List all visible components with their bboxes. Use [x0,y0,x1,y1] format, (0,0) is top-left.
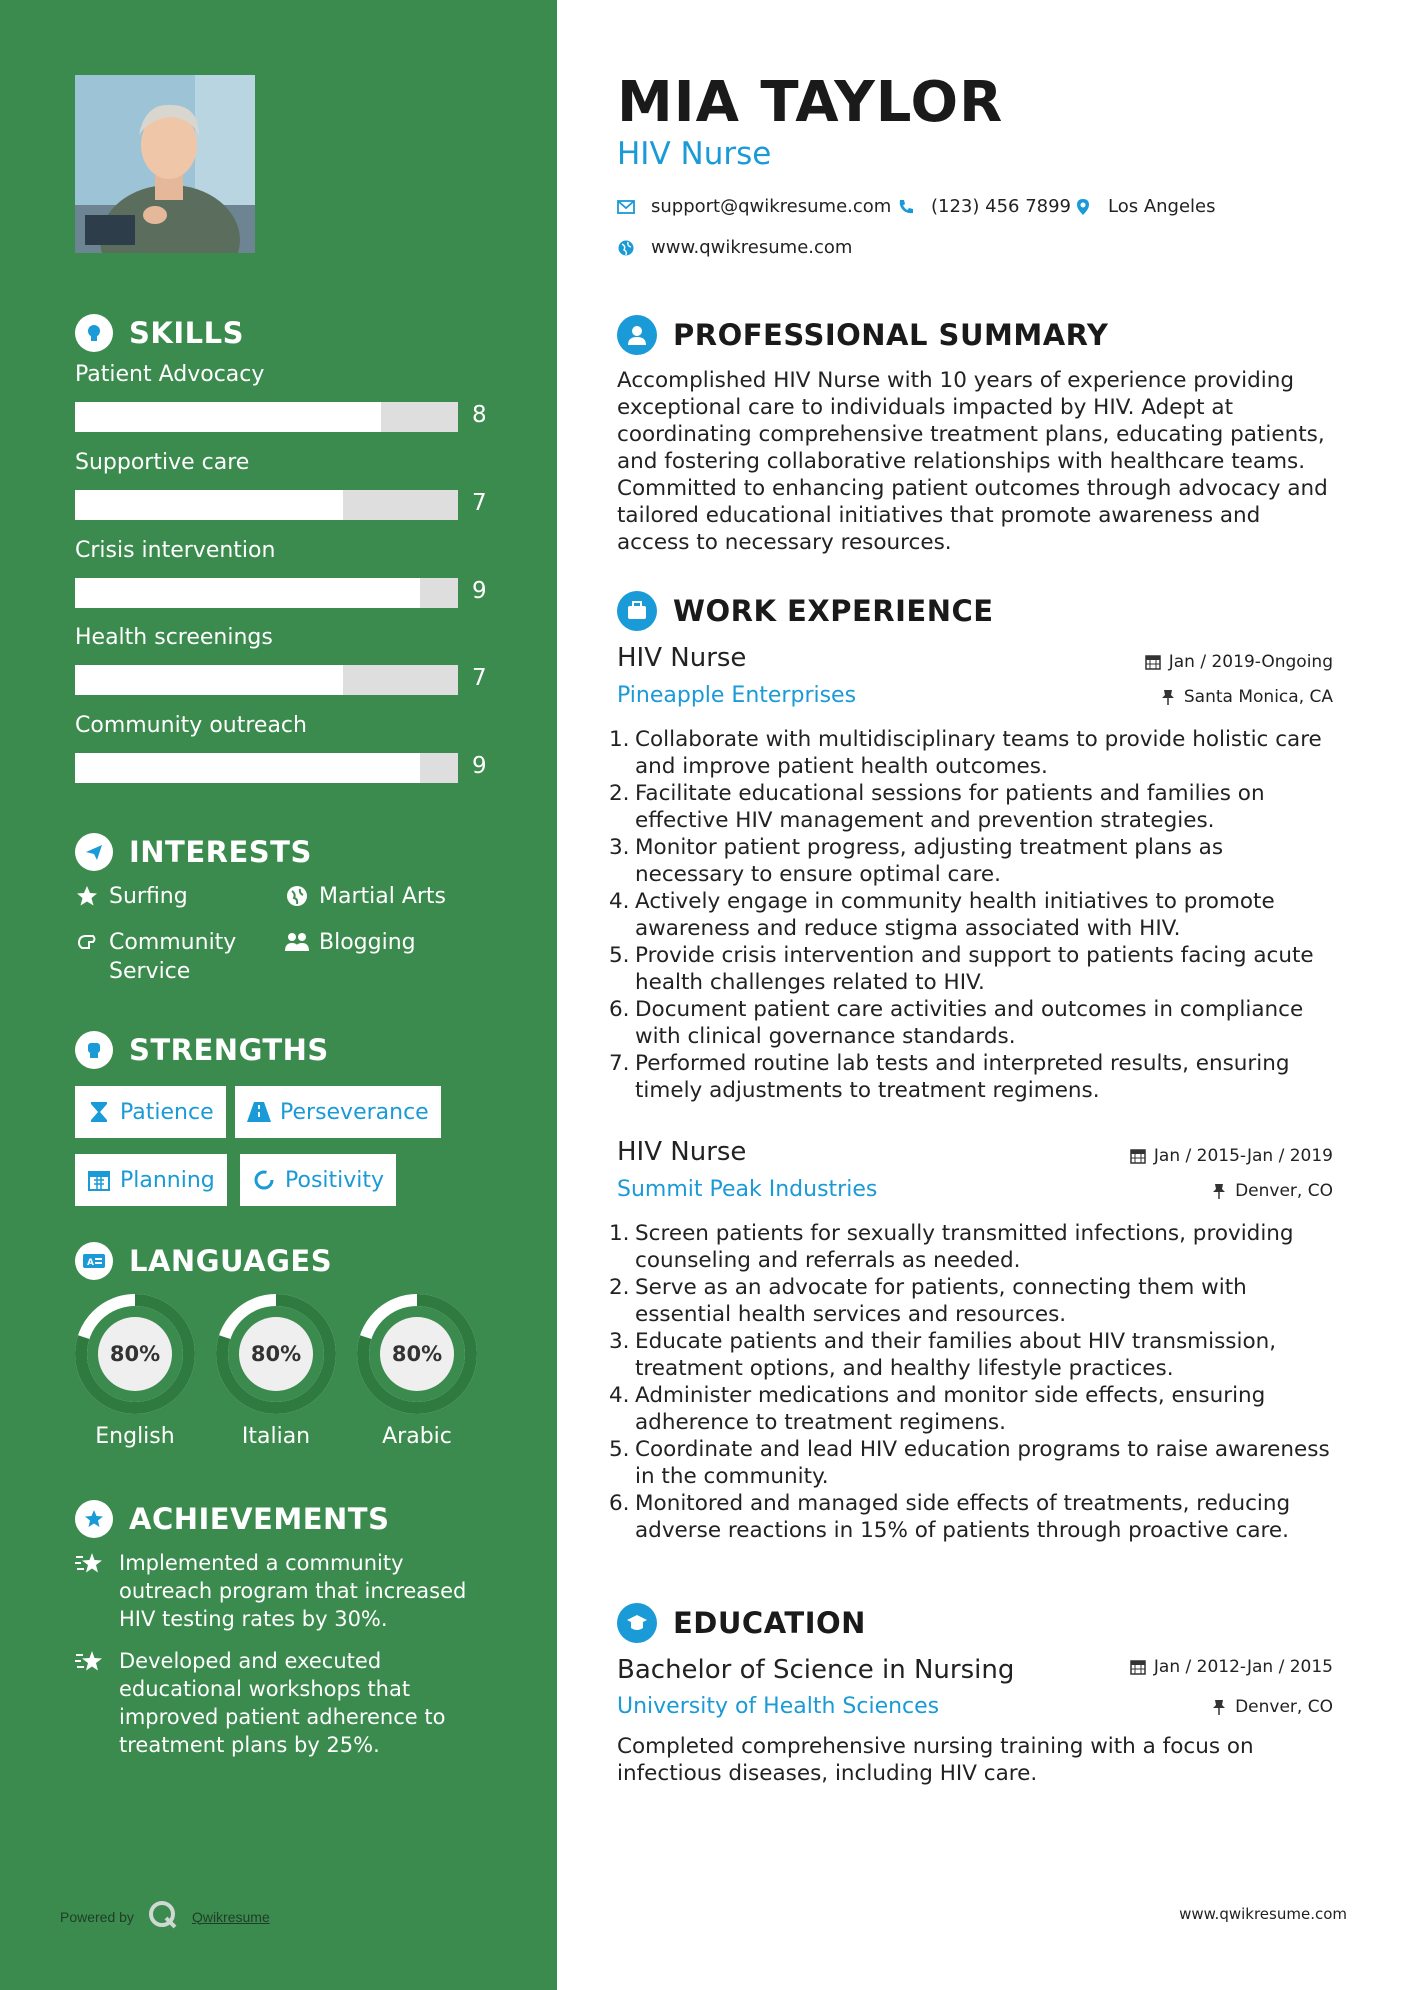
strength-badge: Patience [75,1086,226,1138]
strength-badge: Positivity [240,1154,396,1206]
skill-item: Health screenings 7 [75,625,495,650]
star-trophy-icon [75,1551,105,1577]
job-bullets [609,1220,1337,1544]
user-icon [617,315,657,355]
hourglass-icon [87,1100,111,1124]
strength-badge: Planning [75,1154,227,1206]
fist-icon [75,1031,113,1069]
education-school: University of Health Sciences [617,1694,940,1719]
svg-text:A: A [87,1258,94,1268]
job-dates: Jan / 2015-Jan / 2019 [1130,1146,1333,1166]
pushpin-icon [1160,689,1176,705]
job-role: HIV Nurse [617,1137,747,1167]
profile-photo [75,75,255,253]
qwikresume-logo-icon [148,1900,178,1933]
candidate-title: HIV Nurse [617,136,772,172]
interest-item: Blogging [285,928,505,957]
skill-bar-fill [75,402,381,432]
languages-heading: A LANGUAGES [75,1242,332,1280]
briefcase-icon [617,591,657,631]
sidebar [0,0,557,1990]
education-heading: EDUCATION [617,1603,866,1643]
pushpin-icon [1211,1183,1227,1199]
envelope-icon [617,198,635,216]
summary-text: Accomplished HIV Nurse with 10 years of experience providing exceptional care to individuals impacted by HIV. Adept at coordinating comprehensive treatment plans, educating patients, and fostering collaborative relationships with healthcare teams. Committed to enhancing patient outcomes through advocacy and tailored educational initiatives that promote awareness and access to necessary resources. [617,368,1328,555]
language-ring [355,1292,479,1416]
list-item: 4. Administer medications and monitor side effects, ensuring adherence to treatment regimens. [609,1383,1266,1435]
job-company: Summit Peak Industries [617,1177,878,1202]
map-marker-icon [1074,198,1092,216]
interest-item: Martial Arts [285,882,505,911]
list-item: 5. Coordinate and lead HIV education programs to raise awareness in the community. [609,1437,1330,1489]
list-item: 4. Actively engage in community health initiatives to promote awareness and reduce stigma associated with HIV. [609,889,1275,941]
pushpin-icon [1211,1699,1227,1715]
users-icon [285,930,309,954]
summary-heading: PROFESSIONAL SUMMARY [617,315,1108,355]
calendar-icon [1130,1148,1146,1164]
skill-bar [75,578,458,608]
calendar-icon [87,1168,111,1192]
interest-item: Community Service [75,928,275,986]
list-item: 7. Performed routine lab tests and interpreted results, ensuring timely adjustments to treatment regimens. [609,1051,1290,1103]
skill-item: Patient Advocacy 8 [75,362,495,387]
lightbulb-icon [75,314,113,352]
skill-bar [75,402,458,432]
skill-item: Crisis intervention 9 [75,538,495,563]
paper-plane-icon [75,833,113,871]
language-percent: 80% [391,1342,443,1366]
education-degree: Bachelor of Science in Nursing [617,1655,1015,1685]
candidate-name: MIA TAYLOR [617,70,1004,135]
language-ring [73,1292,197,1416]
globe-icon [617,239,635,257]
list-item: 2. Serve as an advocate for patients, connecting them with essential health services and resources. [609,1275,1247,1327]
language-item: 80% Arabic [355,1292,479,1449]
skill-item: Community outreach 9 [75,713,495,738]
language-percent: 80% [250,1342,302,1366]
list-item: 6. Document patient care activities and outcomes in compliance with clinical governance standards. [609,997,1304,1049]
skill-bar-fill [75,753,420,783]
skill-bar [75,490,458,520]
calendar-icon [1130,1659,1146,1675]
list-item: 2. Facilitate educational sessions for patients and families on effective HIV management and prevention strategies. [609,781,1265,833]
strength-badge: Perseverance [235,1086,441,1138]
list-item: 6. Monitored and managed side effects of treatments, reducing adverse reactions in 15% of patients through proactive care. [609,1491,1291,1543]
calendar-icon [1145,654,1161,670]
hand-icon [75,930,99,954]
list-item: 1. Collaborate with multidisciplinary teams to provide holistic care and improve patient health outcomes. [609,727,1322,779]
award-star-icon [75,1500,113,1538]
graduation-icon [617,1603,657,1643]
skill-bar-fill [75,490,343,520]
achievement-item: Developed and executed educational workshops that improved patient adherence to treatment plans by 25%. [75,1647,495,1759]
skill-bar-fill [75,578,420,608]
job-company: Pineapple Enterprises [617,683,857,708]
contact-website[interactable]: www.qwikresume.com [617,237,852,258]
contact-email[interactable]: support@qwikresume.com [617,196,891,217]
job-location: Santa Monica, CA [1160,687,1333,707]
qwikresume-link[interactable]: Qwikresume [191,1908,270,1925]
language-ring [214,1292,338,1416]
language-percent: 80% [109,1342,161,1366]
star-trophy-icon [75,1649,105,1675]
contact-location: Los Angeles [1074,196,1216,217]
list-item: 3. Educate patients and their families about HIV transmission, treatment options, and healthy lifestyle practices. [609,1329,1277,1381]
job-bullets [609,726,1337,1104]
skill-item: Supportive care 7 [75,450,495,475]
road-icon [247,1100,271,1124]
list-item: 3. Monitor patient progress, adjusting treatment plans as necessary to ensure optimal care. [609,835,1224,887]
skill-bar [75,665,458,695]
interest-item: Surfing [75,882,265,911]
achievements-heading: ACHIEVEMENTS [75,1500,389,1538]
education-description: Completed comprehensive nursing training with a focus on infectious diseases, including HIV care. [617,1734,1254,1786]
phone-icon [897,198,915,216]
education-dates: Jan / 2012-Jan / 2015 [1130,1657,1333,1677]
language-card-icon [75,1242,113,1280]
interests-heading: INTERESTS [75,833,312,871]
achievement-item: Implemented a community outreach program that increased HIV testing rates by 30%. [75,1549,495,1633]
list-item: 5. Provide crisis intervention and support to patients facing acute health challenges related to HIV. [609,943,1314,995]
language-item: 80% English [73,1292,197,1449]
strengths-heading: STRENGTHS [75,1031,329,1069]
footer-url[interactable]: www.qwikresume.com [1179,1905,1347,1923]
powered-by: Powered by Qwikresume [60,1900,270,1933]
language-item: 80% Italian [214,1292,338,1449]
globe-icon [285,884,309,908]
skill-bar-fill [75,665,343,695]
education-location: Denver, CO [1211,1697,1333,1717]
star-icon [75,884,99,908]
list-item: 1. Screen patients for sexually transmitted infections, providing counseling and referrals as needed. [609,1221,1294,1273]
skills-heading: SKILLS [75,314,244,352]
circle-notch-icon [252,1168,276,1192]
skill-bar [75,753,458,783]
job-role: HIV Nurse [617,643,747,673]
contact-phone[interactable]: (123) 456 7899 [897,196,1071,217]
job-dates: Jan / 2019-Ongoing [1145,652,1333,672]
job-location: Denver, CO [1211,1181,1333,1201]
experience-heading: WORK EXPERIENCE [617,591,994,631]
